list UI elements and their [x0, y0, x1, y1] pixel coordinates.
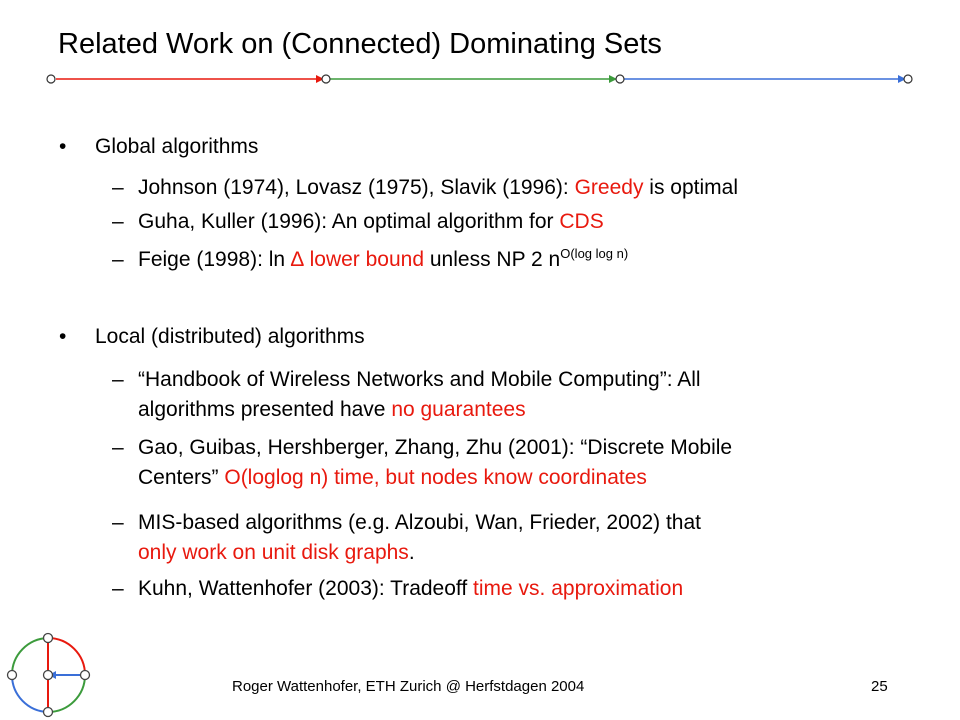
item-gao [112, 433, 732, 493]
item-kuhn [112, 574, 683, 604]
feige-highlight: lower bound [303, 248, 425, 271]
item-handbook [112, 365, 701, 425]
gao-line-2: Centers” [138, 466, 225, 489]
page-number: 25 [871, 678, 888, 695]
feige-text: Feige (1998): ln [138, 248, 291, 271]
dash-marker: – [112, 176, 124, 199]
dash-marker: – [112, 436, 124, 459]
item-guha [112, 207, 604, 237]
item-johnson [112, 173, 738, 203]
dash-marker: – [112, 577, 124, 600]
dash-marker: – [112, 511, 124, 534]
handbook-highlight: no guarantees [391, 398, 526, 421]
item-mis [112, 508, 701, 568]
gao-line-1: Gao, Guibas, Hershberger, Zhang, Zhu (2001): “Discrete Mobile [138, 436, 733, 459]
gao-highlight: O(loglog n) time, but nodes know coordinates [224, 466, 647, 489]
johnson-text: Johnson (1974), Lovasz (1975), Slavik (1996): [138, 176, 575, 199]
mis-line-1: MIS-based algorithms (e.g. Alzoubi, Wan, Frieder, 2002) that [138, 511, 701, 534]
slide-title: Related Work on (Connected) Dominating Sets [58, 28, 662, 60]
bullet-marker: • [59, 325, 67, 348]
kuhn-highlight: time vs. approximation [473, 577, 684, 600]
bullet-marker: • [59, 135, 67, 158]
feige-text-end: unless NP 2 n [424, 248, 561, 271]
handbook-line-1: “Handbook of Wireless Networks and Mobile Computing”: All [138, 368, 701, 391]
dash-marker: – [112, 210, 124, 233]
handbook-line-2: algorithms presented have [138, 398, 392, 421]
local-algorithms-heading: Local (distributed) algorithms [95, 325, 365, 348]
mis-highlight: only work on unit disk graphs [138, 541, 409, 564]
feige-superscript: O(log log n) [560, 246, 629, 261]
guha-text: Guha, Kuller (1996): An optimal algorithm for [138, 210, 560, 233]
kuhn-text: Kuhn, Wattenhofer (2003): Tradeoff [138, 577, 474, 600]
dash-marker: – [112, 248, 124, 271]
johnson-text-end: is optimal [643, 176, 738, 199]
dash-marker: – [112, 368, 124, 391]
distributed-graph-logo-icon [0, 0, 110, 720]
title-divider-icon [0, 0, 960, 100]
guha-highlight: CDS [559, 210, 604, 233]
global-algorithms-heading: Global algorithms [95, 135, 259, 158]
delta-symbol: ∆ [290, 248, 304, 271]
johnson-highlight: Greedy [574, 176, 644, 199]
mis-line-2-end: . [408, 541, 415, 564]
item-feige [112, 245, 628, 275]
footer-text: Roger Wattenhofer, ETH Zurich @ Herfstdagen 2004 [232, 678, 585, 695]
